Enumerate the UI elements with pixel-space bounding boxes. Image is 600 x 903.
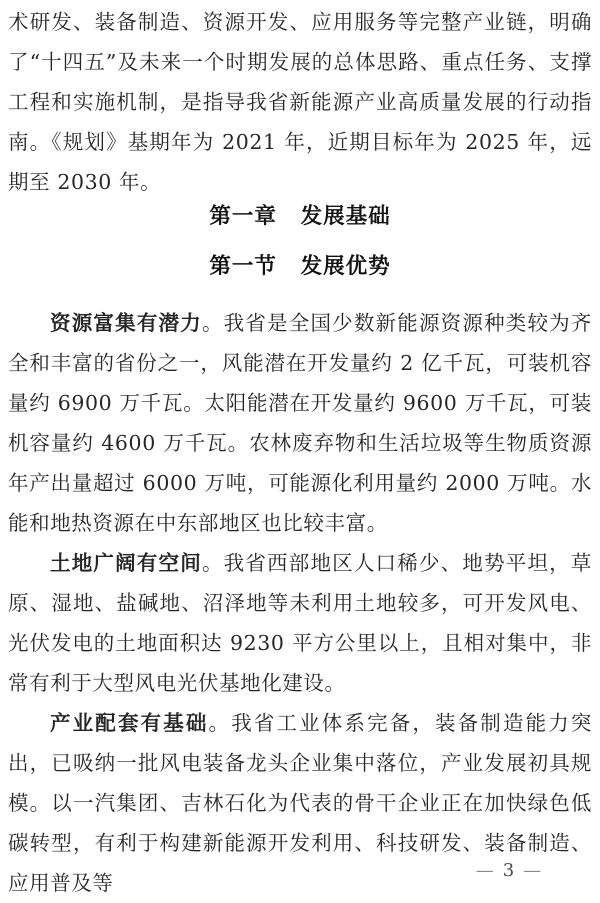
chapter-heading-title: 发展基础 (300, 204, 391, 229)
page-number-right-dash: — (523, 860, 545, 881)
paragraph-resource-block (8, 303, 592, 543)
paragraph-industry-lead: 产业配套有基础 (50, 711, 209, 735)
chapter-heading (0, 202, 600, 232)
page-footer (0, 858, 600, 884)
page-number-left-dash: — (475, 860, 497, 881)
paragraph-resource-lead: 资源富集有潜力 (50, 311, 202, 335)
paragraph-land (8, 543, 592, 703)
paragraph-land-body: 。我省西部地区人口稀少、地势平坦，草原、湿地、盐碱地、沼泽地等未利用土地较多，可开发风电、光伏发电的土地面积达 9230 平方公里以上，且相对集中，非常有利于大型风电光伏基地化建设。 (8, 551, 592, 695)
continuation-paragraph-block (8, 2, 592, 202)
page-number-group (476, 858, 544, 884)
paragraph-resource-body: 。我省是全国少数新能源资源种类较为齐全和丰富的省份之一，风能潜在开发量约 2 亿千瓦，可装机容量约 6900 万千瓦。太阳能潜在开发量约 9600 万千瓦，可装机容量约 4600 万千瓦。农林废弃物和生活垃圾等生物质资源年产出量超过 6000 万吨，可能源化利用量约 2000 万吨。水能和地热资源在中东部地区也比较丰富。 (8, 311, 592, 535)
page-number: 3 (502, 860, 518, 881)
paragraph-industry-body: 。我省工业体系完备，装备制造能力突出，已吸纳一批风电装备龙头企业集中落位，产业发展初具规模。以一汽集团、吉林石化为代表的骨干企业正在加快绿色低碳转型，有利于构建新能源开发利用、科技研发、装备制造、应用普及等 (8, 711, 592, 895)
paragraph-land-lead: 土地广阔有空间 (50, 551, 202, 575)
paragraph-land-block (8, 543, 592, 703)
continuation-paragraph: 术研发、装备制造、资源开发、应用服务等完整产业链，明确了“十四五”及未来一个时期发展的总体思路、重点任务、支撑工程和实施机制，是指导我省新能源产业高质量发展的行动指南。《规划》基期年为 2021 年，近期目标年为 2025 年，远期至 2030 年。 (8, 10, 592, 194)
section-heading-number: 第一节 (209, 254, 277, 279)
chapter-heading-number: 第一章 (209, 204, 277, 229)
section-heading-title: 发展优势 (300, 254, 391, 279)
section-heading (0, 252, 600, 282)
paragraph-resource (8, 303, 592, 543)
